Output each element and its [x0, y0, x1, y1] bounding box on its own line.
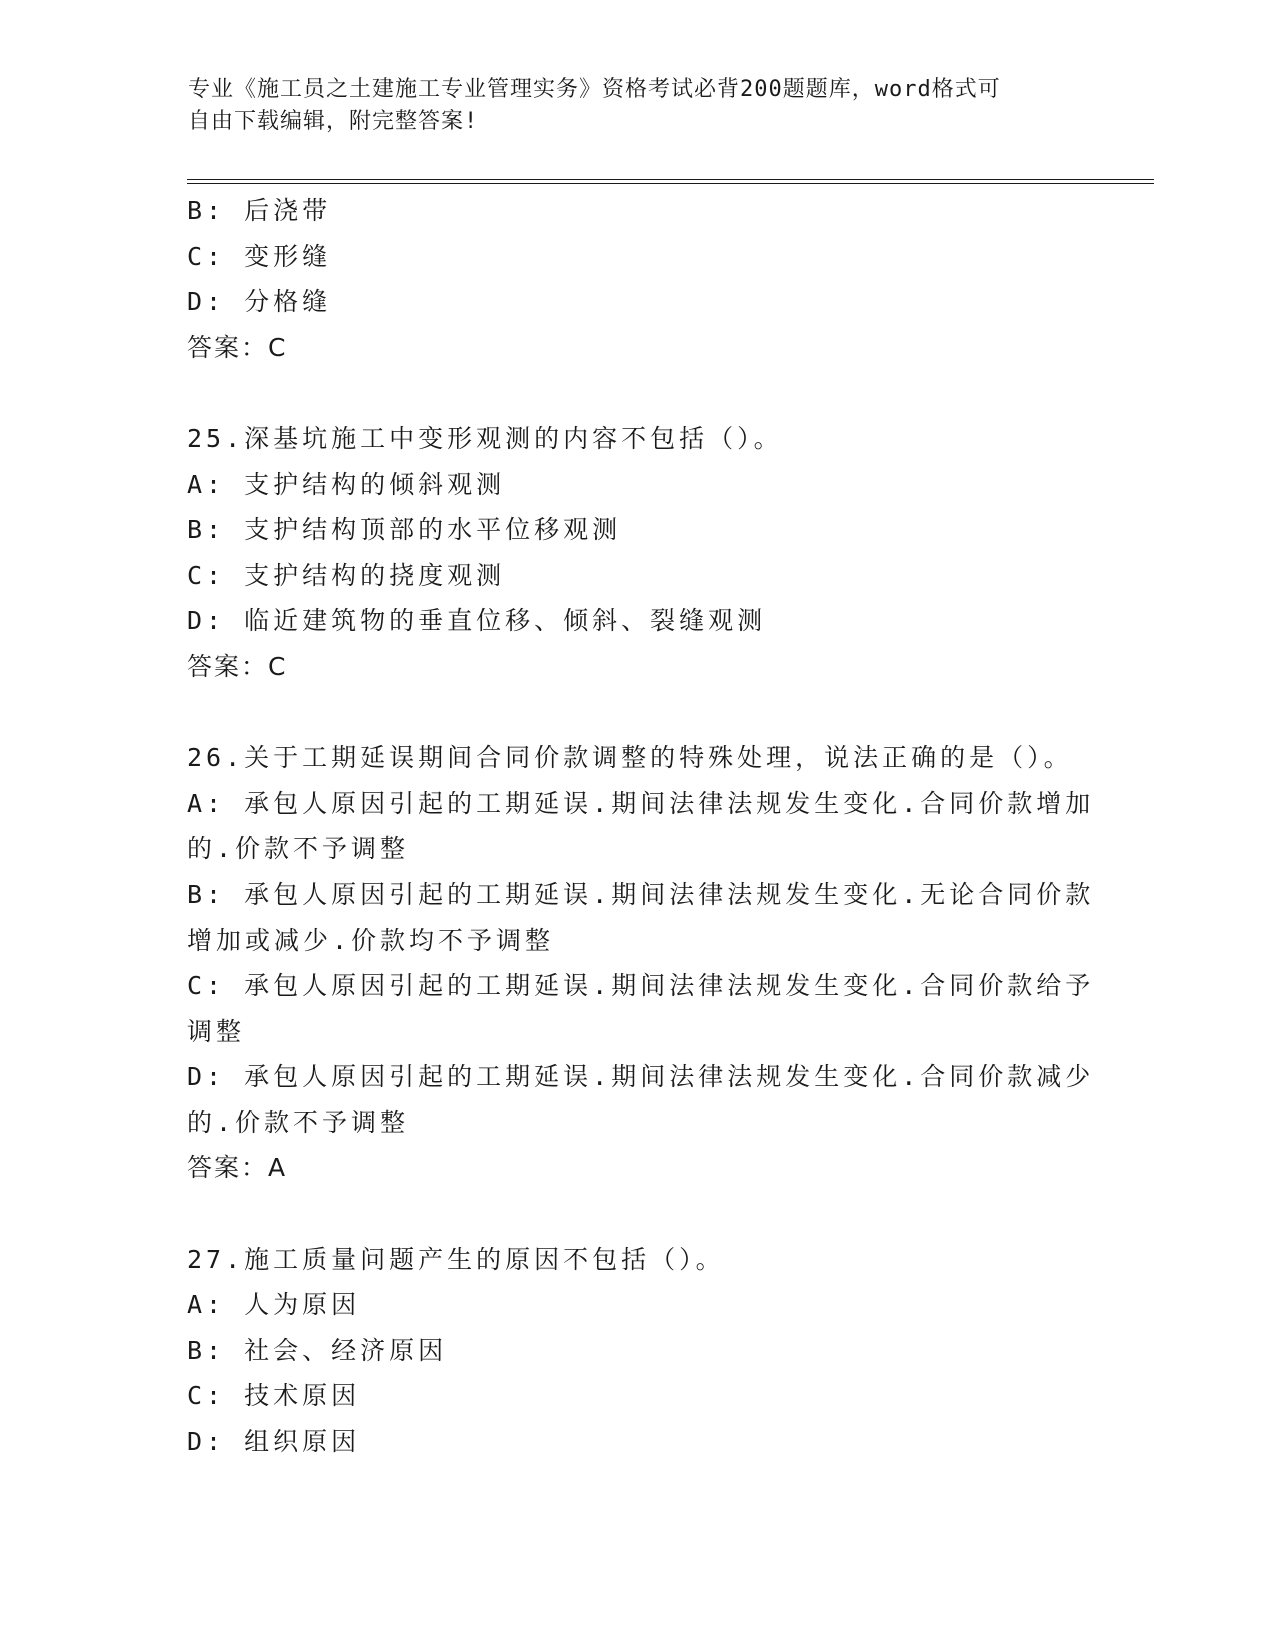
document-header: [188, 74, 1068, 138]
q26-question: 26.关于工期延误期间合同价款调整的特殊处理，说法正确的是（）。: [187, 743, 1073, 773]
q26-option-d-line-2: 的.价款不予调整: [187, 1107, 410, 1137]
q27-option-b: B: 社会、经济原因: [187, 1335, 448, 1365]
q26-option-d-line-1: D: 承包人原因引起的工期延误.期间法律法规发生变化.合同价款减少: [187, 1062, 1095, 1092]
question-content: [187, 188, 1095, 1465]
q27-question: 27.施工质量问题产生的原因不包括（）。: [187, 1244, 725, 1274]
q26-option-b-line-2: 增加或减少.价款均不予调整: [187, 925, 555, 955]
q26-option-a-line-1: A: 承包人原因引起的工期延误.期间法律法规发生变化.合同价款增加: [187, 788, 1095, 818]
spacer: [187, 1191, 1087, 1237]
q26-option-c-line-2: 调整: [187, 1016, 246, 1046]
q24-option-d: D: 分格缝: [187, 287, 332, 317]
q26-option-b-line-1: B: 承包人原因引起的工期延误.期间法律法规发生变化.无论合同价款: [187, 879, 1095, 909]
header-line-2: 自由下载编辑，附完整答案!: [188, 109, 479, 134]
header-line-1: 专业《施工员之土建施工专业管理实务》资格考试必背200题题库，word格式可: [188, 77, 1001, 102]
q27-option-d: D: 组织原因: [187, 1427, 361, 1457]
q25-option-d: D: 临近建筑物的垂直位移、倾斜、裂缝观测: [187, 606, 767, 636]
q25-option-a: A: 支护结构的倾斜观测: [187, 469, 506, 499]
q27-option-c: C: 技术原因: [187, 1381, 361, 1411]
q25-question: 25.深基坑施工中变形观测的内容不包括（）。: [187, 423, 783, 453]
q24-option-c: C: 变形缝: [187, 241, 332, 271]
q25-option-b: B: 支护结构顶部的水平位移观测: [187, 515, 622, 545]
q26-option-c-line-1: C: 承包人原因引起的工期延误.期间法律法规发生变化.合同价款给予: [187, 971, 1095, 1001]
spacer: [187, 690, 1087, 736]
q25-option-c: C: 支护结构的挠度观测: [187, 560, 506, 590]
q24-answer: 答案：C: [187, 332, 288, 362]
q26-answer: 答案：A: [187, 1153, 288, 1183]
spacer: [187, 370, 1087, 416]
q25-answer: 答案：C: [187, 651, 288, 681]
header-divider: [187, 179, 1154, 184]
q27-option-a: A: 人为原因: [187, 1290, 361, 1320]
q24-option-b: B: 后浇带: [187, 196, 332, 225]
q26-option-a-line-2: 的.价款不予调整: [187, 834, 410, 864]
